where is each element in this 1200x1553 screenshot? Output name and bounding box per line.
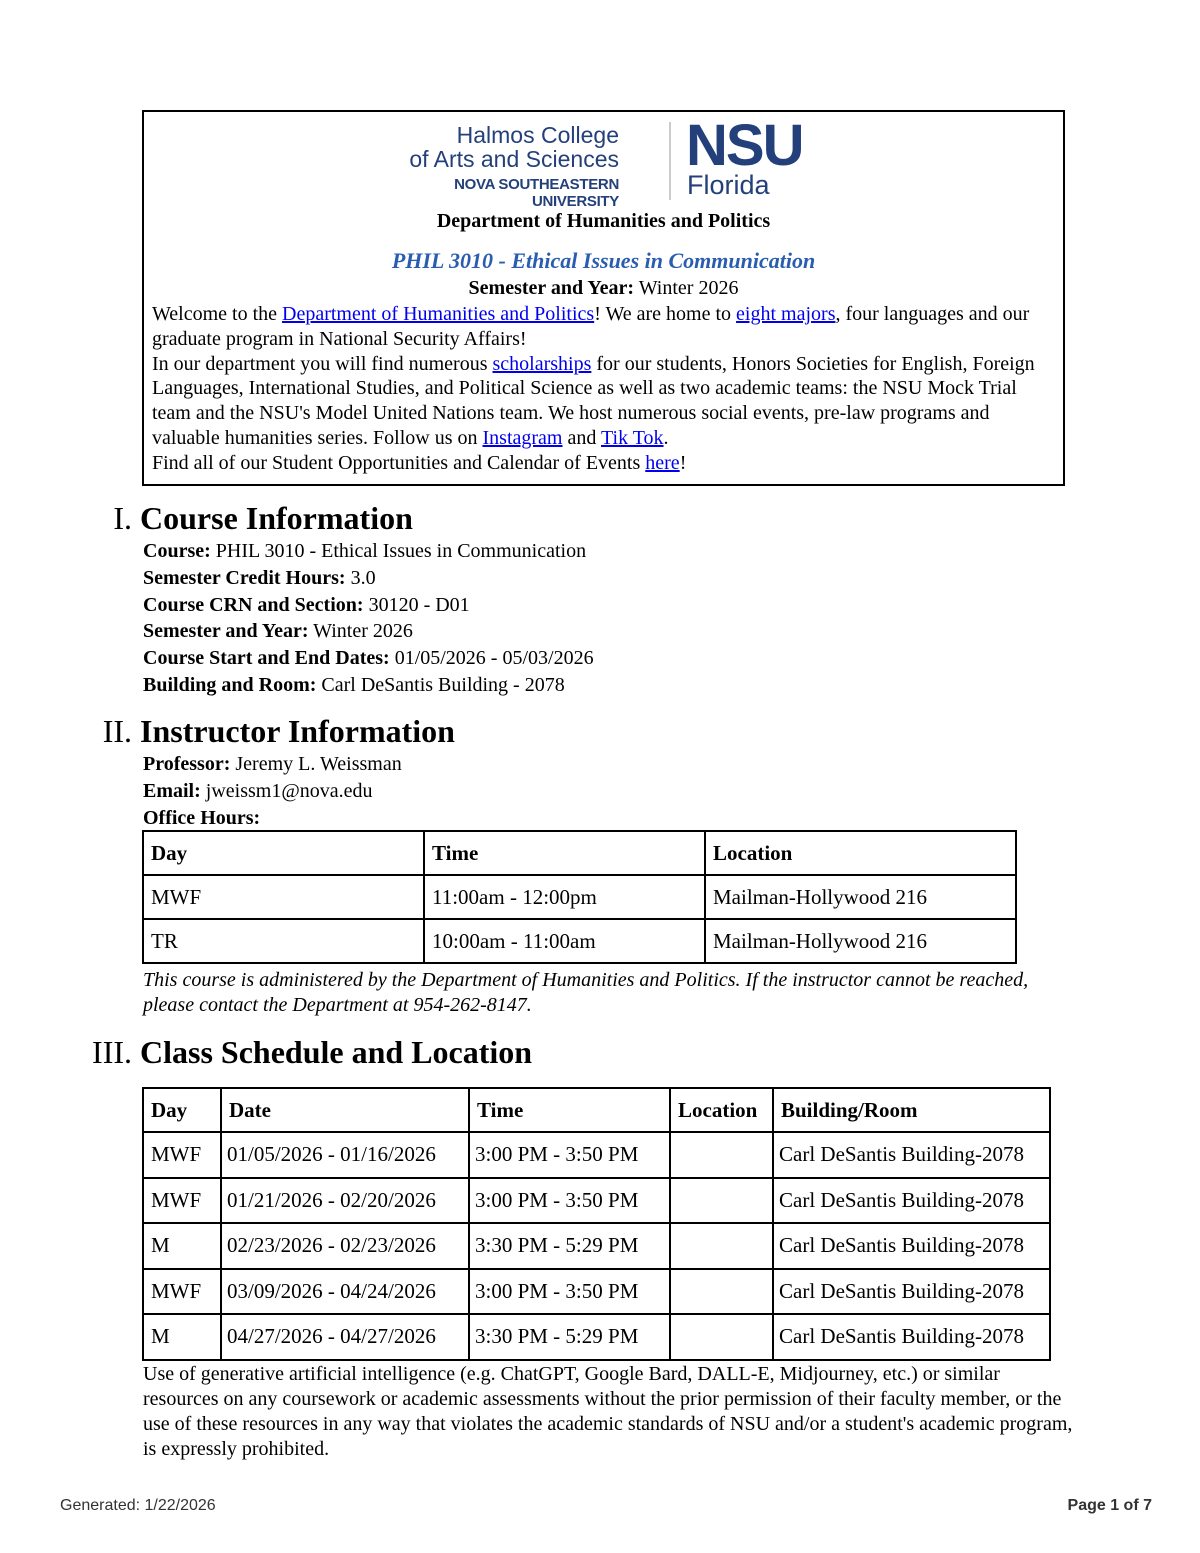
header-date: Date — [229, 1097, 271, 1122]
cell-day: M — [143, 1314, 221, 1360]
cell-location: Mailman-Hollywood 216 — [705, 919, 1016, 963]
cell-time: 3:30 PM - 5:29 PM — [469, 1314, 670, 1360]
cell-building-room: Carl DeSantis Building-2078 — [773, 1314, 1050, 1360]
logo-divider — [669, 122, 671, 200]
text: Welcome to the — [152, 303, 283, 325]
field-value: 30120 - D01 — [363, 593, 470, 616]
cell-time: 10:00am - 11:00am — [424, 919, 705, 963]
section-heading-instructor-info — [102, 713, 455, 750]
events-here-link[interactable]: here — [645, 451, 680, 474]
cell-location: Mailman-Hollywood 216 — [705, 875, 1016, 919]
logo-line-3: NOVA SOUTHEASTERN UNIVERSITY — [454, 176, 619, 210]
generated-date: Generated: 1/22/2026 — [60, 1497, 216, 1514]
cell-day: MWF — [143, 1269, 221, 1315]
office-hours-label — [143, 805, 402, 832]
header-day: Day — [151, 840, 188, 865]
course-field — [143, 538, 594, 565]
table-row — [143, 1314, 1050, 1360]
department-header-box — [142, 110, 1065, 486]
course-info-fields — [143, 538, 594, 699]
field-value: Winter 2026 — [308, 620, 413, 643]
cell-building-room: Carl DeSantis Building-2078 — [773, 1223, 1050, 1269]
text: Find all of our Student Opportunities and Calendar of Events — [152, 451, 646, 474]
cell-location — [670, 1178, 773, 1224]
header-cell — [773, 1088, 1050, 1132]
header-cell — [221, 1088, 469, 1132]
header-cell — [670, 1088, 773, 1132]
section-heading-schedule — [92, 1034, 533, 1071]
field-label: Professor: — [143, 753, 231, 775]
text: , four languages and our graduate program in National Security Affairs! — [152, 303, 1030, 350]
email-field — [143, 778, 402, 805]
semester-field — [143, 618, 594, 645]
administration-note: This course is administered by the Department of Humanities and Politics. If the instructor cannot be reached, please contact the Department at 954-262-8147. — [143, 969, 1029, 1016]
table-row — [143, 919, 1016, 963]
field-value: Carl DeSantis Building - 2078 — [316, 673, 565, 696]
eight-majors-link[interactable]: eight majors — [736, 303, 836, 325]
table-header-row — [143, 831, 1016, 875]
text: ! We are home to — [594, 303, 737, 325]
cell-day: MWF — [143, 1178, 221, 1224]
cell-day: M — [143, 1223, 221, 1269]
field-label: Email: — [143, 779, 201, 802]
logo-line-2: of Arts and Sciences — [409, 146, 619, 172]
semester-value: Winter 2026 — [638, 277, 739, 299]
header-building-room: Building/Room — [781, 1097, 918, 1122]
professor-field — [143, 751, 402, 778]
cell-date: 01/21/2026 - 02/20/2026 — [221, 1178, 469, 1224]
logo-mark: NSU — [686, 113, 803, 178]
field-label: Semester and Year: — [143, 620, 309, 643]
field-value: Jeremy L. Weissman — [230, 753, 402, 775]
cell-building-room: Carl DeSantis Building-2078 — [773, 1269, 1050, 1315]
page-number: Page 1 of 7 — [1067, 1497, 1152, 1514]
header-location: Location — [678, 1097, 758, 1122]
field-label: Course: — [143, 540, 211, 562]
text: In our department you will find numerous — [152, 352, 493, 375]
text: and — [562, 426, 602, 449]
class-schedule-table — [142, 1087, 1051, 1361]
table-row — [143, 1178, 1050, 1224]
text: . — [663, 426, 669, 449]
section-number: I. — [113, 500, 132, 536]
instagram-link[interactable]: Instagram — [482, 426, 563, 449]
text: for our students, Honors Societies for English, Foreign Languages, International Studies, and Political Science as well as two academic teams: the NSU Mock Trial team and the NSU's Model United Nations team. We host numerous social events, pre-law programs and valuable humanities series. Follow us on — [152, 352, 1035, 449]
ai-policy-text: Use of generative artificial intelligence (e.g. ChatGPT, Google Bard, DALL-E, Midjourney, etc.) or similar resources on any coursework or academic assessments without the prior permission of their faculty member, or the use of these resources in any way that violates the academic standards of NSU and/or a student's academic program, is expressly prohibited. — [143, 1363, 1073, 1460]
cell-building-room: Carl DeSantis Building-2078 — [773, 1178, 1050, 1224]
header-cell — [424, 831, 705, 875]
scholarships-link[interactable]: scholarships — [492, 352, 592, 375]
cell-time: 3:30 PM - 5:29 PM — [469, 1223, 670, 1269]
text: ! — [679, 451, 687, 474]
header-time: Time — [432, 840, 479, 865]
field-label: Semester Credit Hours: — [143, 566, 346, 589]
field-value: 3.0 — [345, 566, 376, 589]
header-cell — [705, 831, 1016, 875]
field-label: Course Start and End Dates: — [143, 647, 390, 670]
cell-building-room: Carl DeSantis Building-2078 — [773, 1132, 1050, 1178]
dates-field — [143, 645, 594, 672]
cell-date: 03/09/2026 - 04/24/2026 — [221, 1269, 469, 1315]
cell-date: 02/23/2026 - 02/23/2026 — [221, 1223, 469, 1269]
office-hours-table — [142, 830, 1017, 964]
department-link[interactable]: Department of Humanities and Politics — [282, 303, 595, 325]
field-label: Office Hours: — [143, 806, 261, 829]
header-cell — [469, 1088, 670, 1132]
header-cell — [143, 831, 424, 875]
field-label: Course CRN and Section: — [143, 593, 364, 616]
section-heading-course-info — [113, 500, 413, 537]
table-row — [143, 1132, 1050, 1178]
cell-location — [670, 1269, 773, 1315]
field-value: 01/05/2026 - 05/03/2026 — [389, 647, 594, 670]
college-logo — [379, 113, 839, 210]
cell-location — [670, 1132, 773, 1178]
cell-date: 01/05/2026 - 01/16/2026 — [221, 1132, 469, 1178]
cell-day: MWF — [143, 1132, 221, 1178]
welcome-text — [152, 302, 1043, 476]
logo-line-1: Halmos College — [456, 122, 619, 148]
tiktok-link[interactable]: Tik Tok — [601, 426, 664, 449]
department-name: Department of Humanities and Politics — [436, 210, 771, 232]
course-title: PHIL 3010 - Ethical Issues in Communication — [391, 248, 816, 273]
header-cell — [143, 1088, 221, 1132]
building-field — [143, 672, 594, 699]
field-value: jweissm1@nova.edu — [200, 779, 373, 802]
section-title: Course Information — [140, 500, 413, 536]
cell-location — [670, 1223, 773, 1269]
crn-field — [143, 592, 594, 619]
cell-time: 3:00 PM - 3:50 PM — [469, 1178, 670, 1224]
table-row — [143, 1269, 1050, 1315]
semester-line — [144, 277, 1063, 300]
cell-day: MWF — [143, 875, 424, 919]
section-title: Class Schedule and Location — [140, 1034, 533, 1070]
cell-location — [670, 1314, 773, 1360]
semester-label: Semester and Year: — [468, 277, 635, 299]
field-value: PHIL 3010 - Ethical Issues in Communication — [210, 540, 587, 562]
section-number: III. — [92, 1034, 132, 1070]
logo-mark-sub: Florida — [687, 170, 770, 200]
cell-time: 11:00am - 12:00pm — [424, 875, 705, 919]
section-title: Instructor Information — [140, 713, 455, 749]
credit-hours-field — [143, 565, 594, 592]
header-time: Time — [477, 1097, 524, 1122]
table-row — [143, 875, 1016, 919]
header-location: Location — [713, 840, 793, 865]
header-day: Day — [151, 1097, 188, 1122]
cell-date: 04/27/2026 - 04/27/2026 — [221, 1314, 469, 1360]
table-row — [143, 1223, 1050, 1269]
cell-day: TR — [143, 919, 424, 963]
field-label: Building and Room: — [143, 673, 317, 696]
cell-time: 3:00 PM - 3:50 PM — [469, 1132, 670, 1178]
instructor-fields — [143, 751, 402, 831]
cell-time: 3:00 PM - 3:50 PM — [469, 1269, 670, 1315]
table-header-row — [143, 1088, 1050, 1132]
section-number: II. — [102, 713, 132, 749]
